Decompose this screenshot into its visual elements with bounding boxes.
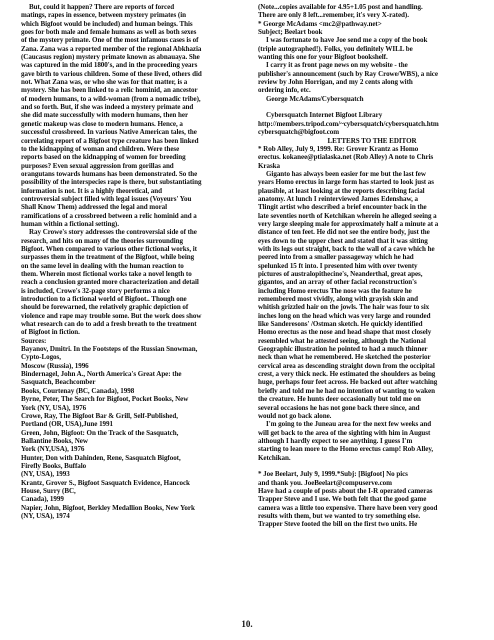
text-line: introduction to a fictional world of Bigfoot.. Though one bbox=[21, 295, 187, 304]
text-line: Krantz, Grover S., Bigfoot Sasquatch Evidence, Hancock bbox=[21, 478, 190, 487]
text-line: Ballantine Books, New bbox=[21, 436, 88, 445]
text-line: although I hardly expect to see anything. I guess I'm bbox=[258, 436, 413, 445]
text-line: matings, rapes in essence, between mystery primates (in bbox=[21, 11, 186, 20]
text-line: would not go back alone. bbox=[258, 411, 332, 420]
text-line: huge, perhaps four feet across. He backed out after watching bbox=[258, 378, 438, 387]
text-line: Cybersquatch Internet Bigfoot Library bbox=[266, 111, 383, 120]
text-line: of the mystery primate. One of the most infamous cases is of bbox=[21, 36, 199, 45]
text-line: Ray Crowe's story addresses the controversial side of the bbox=[29, 228, 197, 237]
text-line: ordering info, etc. bbox=[258, 86, 311, 95]
text-line: Hunter, Don with Dahinden, Rene, Sasquatch Bigfoot, bbox=[21, 453, 181, 462]
text-line: Trapper Steve footed the bill on the first two units. He bbox=[258, 520, 418, 529]
text-line bbox=[258, 103, 486, 111]
text-line: Trapper Steve and I use. We both felt that the good game bbox=[258, 495, 427, 504]
text-line: LETTERS TO THE EDITOR bbox=[327, 136, 417, 145]
text-line: House, Surry (BC, bbox=[21, 486, 76, 495]
text-line: reports based on the kidnapping of women for breeding bbox=[21, 153, 186, 162]
text-line: eyes down to the upper chest and stated that it was sitting bbox=[258, 236, 428, 245]
text-line: camera was a little too expensive. There have been very good bbox=[258, 503, 438, 512]
text-line: Geographic illustration he pointed to had a much thinner bbox=[258, 345, 428, 354]
text-line: violence and rape may trouble some. But the work does show bbox=[21, 311, 202, 320]
text-line: Giganto has always been easier for me but the last few bbox=[266, 169, 426, 178]
text-line: years Homo erectus in large form has started to look just as bbox=[258, 178, 434, 187]
text-line: Canada), 1999 bbox=[21, 495, 64, 504]
text-line: remembered most vividly, along with grayish skin and bbox=[258, 295, 419, 304]
text-line: plausible, at least looking at the reports describing facial bbox=[258, 186, 425, 195]
text-line: of Bigfoot in fiction. bbox=[21, 328, 80, 337]
text-line: Moscow (Russia), 1996 bbox=[21, 361, 89, 370]
text-line: Shall Know Them) addressed the legal and moral bbox=[21, 203, 168, 212]
text-line: But, could it happen? There are reports of forced bbox=[29, 3, 175, 11]
text-line: genetic makeup was close to modern humans. Hence, a bbox=[21, 119, 183, 128]
text-line: possibility of the interspecies rape is there, but substantiating bbox=[21, 178, 202, 187]
text-line: Sasquatch, Beachcomber bbox=[21, 378, 96, 387]
text-line: and so forth. But, if she was indeed a mystery primate and bbox=[21, 103, 194, 112]
text-line: Firefly Books, Buffalo bbox=[21, 461, 87, 470]
text-line: Green, John, Bigfoot: On the Track of the Sasquatch, bbox=[21, 428, 179, 437]
text-line: to the kidnapping of woman and children. Were these bbox=[21, 144, 180, 153]
text-line: Sources: bbox=[21, 336, 47, 345]
text-line: erectus. kokanee@ptialaska.net (Rob Alley) A note to Chris bbox=[258, 153, 434, 162]
text-line: Bigfoot. When compared to various other fictional works, it bbox=[21, 244, 197, 253]
text-line: * George McAdams <mc2@pathway.net> bbox=[258, 19, 382, 28]
text-line: she did mate successfully with modern humans, then her bbox=[21, 111, 189, 120]
text-line: several occasions he has not gone back there since, and bbox=[258, 403, 420, 412]
text-line: the creature. He hunts deer occasionally but told me on bbox=[258, 395, 421, 404]
text-line: Have had a couple of posts about the I-R operated cameras bbox=[258, 486, 433, 495]
text-line: I'm going to the Juneau area for the next few weeks and bbox=[266, 420, 432, 429]
page-number: 10. bbox=[241, 619, 253, 629]
text-line: Kraska bbox=[258, 161, 281, 170]
text-line: peered into from a smaller passageway which he had bbox=[258, 253, 414, 262]
text-line: I carry it as front page news on my website - the bbox=[266, 61, 408, 70]
text-line: Bindernagel, John A., North America's Great Ape: the bbox=[21, 370, 182, 379]
text-line: them. Wherein most fictional works take a novel length to bbox=[21, 270, 192, 278]
text-line: information is not. It is a highly theoretical, and bbox=[21, 186, 163, 195]
text-line: purposes? Even sexual aggression from gorillas and bbox=[21, 161, 174, 170]
text-line: gigantos, and an array of other facial reconstruction's bbox=[258, 278, 417, 287]
text-line: * Joe Beelart, July 9, 1999.*Subj: [Bigfoot] No pics bbox=[258, 470, 408, 479]
text-line: Portland (OR, USA),June 1991 bbox=[21, 420, 113, 429]
text-line: and thank you. JoeBeelart@compuserve.com bbox=[258, 478, 392, 487]
text-line: research, and hits on many of the theories surrounding bbox=[21, 236, 183, 245]
text-line: of modern humans, to a wild-woman (from a nomadic tribe), bbox=[21, 94, 201, 103]
text-line: Homo erectus as the nose and head shape that most closely bbox=[258, 328, 432, 337]
text-line: Bayanov, Dmitri. In the Footsteps of the Russian Snowman, bbox=[21, 345, 198, 354]
text-line: There are only 8 left...remember, it's very X-rated). bbox=[258, 11, 409, 20]
text-line: (NY, USA), 1993 bbox=[21, 470, 70, 479]
text-line: publisher's announcement (such by Ray Crowe/WBS), a nice bbox=[258, 69, 438, 78]
text-line: was captured in the mid 1800's, and in the proceeding years bbox=[21, 61, 198, 70]
text-line: wanting this one for your Bigfoot bookshelf. bbox=[258, 53, 388, 62]
text-line: reach a conclusion granted more characterization and detail bbox=[21, 278, 199, 287]
text-line: Subject; Beelart book bbox=[258, 28, 323, 37]
text-line: late seventies north of Ketchikan wherein he alleged seeing a bbox=[258, 211, 437, 220]
left-text-column bbox=[21, 3, 253, 520]
text-line: (triple autographed!). Folks, you definitely WILL be bbox=[258, 44, 413, 53]
text-line: gave birth to various children. Some of these lived, others did bbox=[21, 69, 202, 78]
text-line: successful crossbreed. In various Native American tales, the bbox=[21, 128, 197, 137]
text-line: orangutans towards humans has been demonstrated. So the bbox=[21, 169, 198, 178]
text-line: distance of ten feet. He did not see the entire body, just the bbox=[258, 228, 430, 237]
text-line: human within a fictional setting). bbox=[21, 219, 119, 228]
text-line: * Rob Alley, July 9, 1999. Re: Grover Krantz as Homo bbox=[258, 144, 419, 153]
text-line: York (NY, USA), 1976 bbox=[21, 403, 87, 412]
text-line: Zana. Zana was a reported member of the regional Abkhazia bbox=[21, 44, 202, 53]
right-text-column bbox=[258, 3, 486, 529]
text-line: which Bigfoot would be included) and human beings. This bbox=[21, 19, 193, 28]
text-line: starting to lean more to the Homo erectus camp! Rob Alley, bbox=[258, 445, 434, 454]
text-line: what research can do to add a fresh breath to the treatment bbox=[21, 320, 197, 329]
text-line: is included, Crowe's 32-page story performs a nice bbox=[21, 286, 170, 295]
text-line: resembled what he attested seeing, although the National bbox=[258, 336, 426, 345]
text-line: briefly and told me he had no intention of wanting to waken bbox=[258, 386, 435, 395]
text-line: pictures of australopithecine's, Neanderthal, great apes, bbox=[258, 270, 423, 278]
text-line: ramifications of a crossbreed between a relic hominid and a bbox=[21, 211, 197, 220]
text-line: results with them, but we wanted to try something else. bbox=[258, 511, 421, 520]
text-line: crest, a very thick neck. He estimated the shoulders as being bbox=[258, 370, 436, 379]
text-line: review by John Horrigan, and my 2 cents along with bbox=[258, 78, 413, 87]
text-line: anatomy. At lunch I reinterviewed James Edenshaw, a bbox=[258, 194, 418, 203]
text-line: not. What Zana was, or who she was for that matter, is a bbox=[21, 78, 188, 87]
text-line: with its legs out straight, back to the wall of a cave which he bbox=[258, 244, 435, 253]
text-line: mystery. She has been linked to a relic hominid, an ancestor bbox=[21, 86, 198, 95]
text-line: whitish grizzled hair on the jowls. The hair was four to six bbox=[258, 303, 430, 312]
text-line: correlating report of a Bigfoot type creature has been linked bbox=[21, 136, 199, 145]
text-line: George McAdams/Cybersquatch bbox=[266, 94, 364, 103]
text-line: very large sleeping male for approximately half a minute at a bbox=[258, 219, 439, 228]
text-line: inches long on the head which was very large and rounded bbox=[258, 311, 431, 320]
text-line: will get back to the area of the sighting with him in August bbox=[258, 428, 431, 437]
text-line: cybersquatch@bigfoot.com bbox=[258, 128, 340, 137]
text-line: Tlingit artist who described a brief encounter back in the bbox=[258, 203, 427, 212]
text-line: I was fortunate to have Joe send me a copy of the book bbox=[266, 36, 428, 45]
text-line: goes for both male and female humans as well as both sexes bbox=[21, 28, 197, 37]
text-line: York (NY,USA), 1976 bbox=[21, 445, 85, 454]
text-line: Cypto-Logos, bbox=[21, 353, 61, 362]
text-line: on the same level in dealing with the human reaction to bbox=[21, 261, 184, 270]
text-line: Ketchikan. bbox=[258, 453, 291, 462]
text-line: (Caucasus region) mystery primate known as abnauaya. She bbox=[21, 53, 200, 62]
text-line: Books, Courtenay (BC, Canada), 1998 bbox=[21, 386, 135, 395]
text-line: (NY, USA), 1974 bbox=[21, 511, 70, 520]
text-line: Byrne, Peter, The Search for Bigfoot, Pocket Books, New bbox=[21, 395, 189, 404]
text-line: including Homo erectus The nose was the feature he bbox=[258, 286, 412, 295]
text-line: surpasses them in the treatment of the Bigfoot, while being bbox=[21, 253, 195, 262]
text-line: like Sanderesons' /Ostman sketch. He quickly identified bbox=[258, 320, 423, 329]
text-line: cervical area as descending straight down from the occipital bbox=[258, 361, 435, 370]
text-line: (Note...copies available for 4.95+1.05 post and handling. bbox=[258, 3, 423, 11]
text-line bbox=[258, 462, 486, 470]
text-line: Crowe, Ray, The Bigfoot Bar & Grill, Self-Published, bbox=[21, 411, 178, 420]
text-line: http://members.tripod.com/~cybersquatch/cybersquatch.htm bbox=[258, 119, 439, 128]
text-line: neck than what he remembered. He sketched the posterior bbox=[258, 353, 431, 362]
text-line: spelunked 15 ft into. I presented him with over twenty bbox=[258, 261, 418, 270]
text-line: should be forewarned, the relatively graphic depiction of bbox=[21, 303, 189, 312]
text-line: Napier, John, Bigfoot, Berkley Medallion Books, New York bbox=[21, 503, 195, 512]
text-line: controversial subject filled with legal issues (Voyeurs' You bbox=[21, 194, 192, 203]
